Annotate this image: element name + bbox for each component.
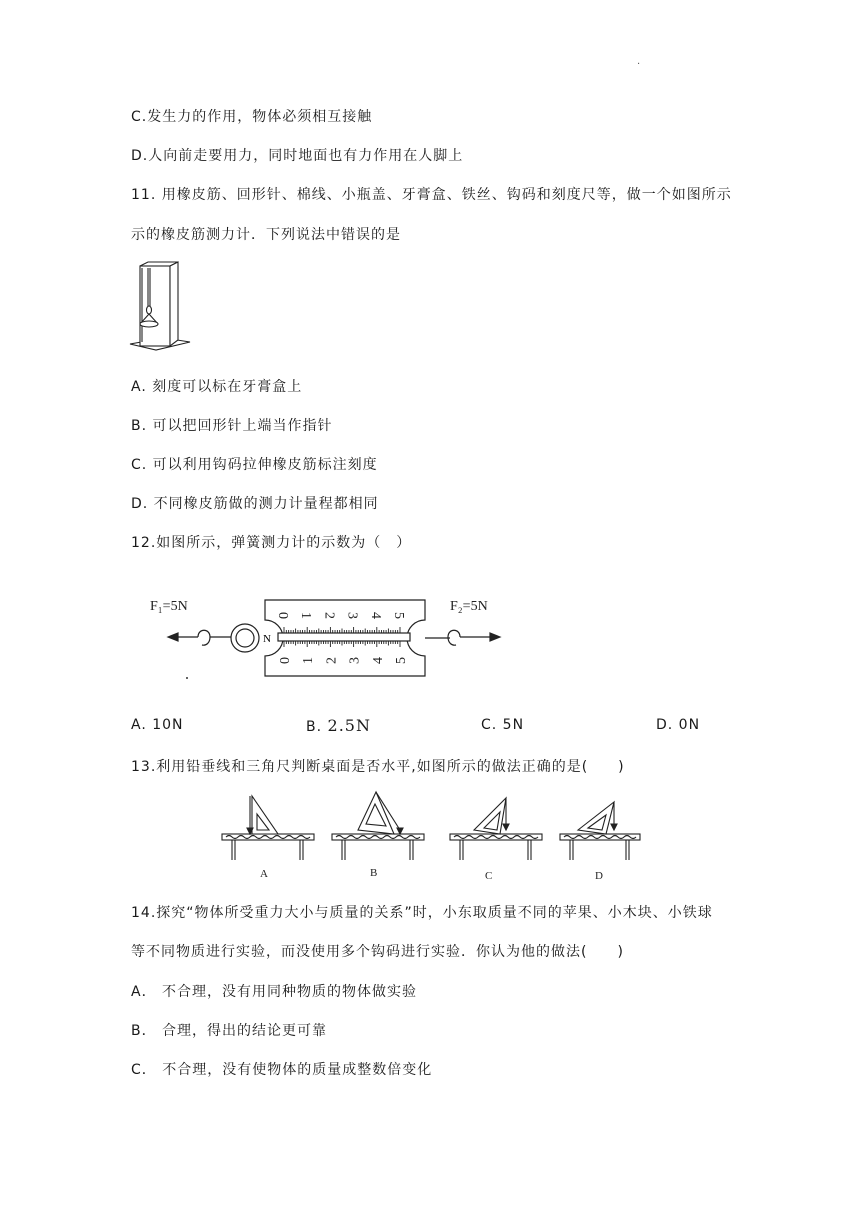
scale-number-bottom: 0 [278, 657, 293, 664]
f1-label: F₁=5N [150, 599, 188, 614]
q11-option-c: C. 可以利用钩码拉伸橡皮筋标注刻度 [131, 457, 378, 473]
q13-stem: 13.利用铅垂线和三角尺判断桌面是否水平,如图所示的做法正确的是( ) [131, 759, 625, 775]
q11-option-d: D. 不同橡皮筋做的测力计量程都相同 [131, 496, 379, 512]
q14-option-a: A． 不合理，没有用同种物质的物体做实验 [131, 984, 418, 1000]
scale-number-top: 2 [321, 612, 337, 619]
scale-number-top: 1 [298, 612, 314, 619]
q14-stem-line2: 等不同物质进行实验，而没使用多个钩码进行实验．你认为他的做法( ) [131, 944, 624, 960]
q11-stem-line1: 11. 用橡皮筋、回形针、棉线、小瓶盖、牙膏盒、铁丝、钩码和刻度尺等，做一个如图所示 [131, 187, 732, 203]
label-a: A [260, 868, 268, 880]
label-d: D [595, 870, 603, 882]
plumb-line-figure [218, 790, 644, 885]
q11-option-b: B. 可以把回形针上端当作指针 [131, 418, 333, 434]
spring-scale-figure [150, 590, 520, 685]
label-c: C [485, 870, 493, 882]
scale-number-top: 5 [391, 612, 406, 619]
q14-stem-line1: 14.探究“物体所受重力大小与质量的关系”时，小东取质量不同的苹果、小木块、小铁球 [131, 905, 713, 921]
q14-option-b: B． 合理，得出的结论更可靠 [131, 1023, 328, 1039]
q11-option-a: A. 刻度可以标在牙膏盒上 [131, 379, 303, 395]
label-b: B [370, 867, 378, 879]
table-d [560, 802, 640, 860]
q14-option-c: C． 不合理，没有使物体的质量成整数倍变化 [131, 1062, 433, 1078]
scale-number-bottom: 2 [324, 657, 340, 664]
table-a [222, 796, 314, 860]
q11-stem-line2: 示的橡皮筋测力计．下列说法中错误的是 [131, 227, 401, 243]
q12-option-d: D. 0N [656, 717, 701, 733]
q12-option-c: C. 5N [481, 717, 525, 733]
q10-option-d: D.人向前走要用力，同时地面也有力作用在人脚上 [131, 148, 464, 164]
f2-label: F₂=5N [450, 599, 488, 614]
q12-option-b: B. 2.5N [306, 716, 371, 735]
q12-stem: 12.如图所示，弹簧测力计的示数为（ ） [131, 535, 412, 551]
scale-number-bottom: 1 [301, 657, 317, 664]
table-c [450, 798, 542, 860]
scale-number-bottom: 5 [394, 657, 409, 664]
pointer-label: N [263, 633, 271, 645]
scale-number-top: 0 [275, 612, 290, 619]
q10-option-c: C.发生力的作用，物体必须相互接触 [131, 109, 373, 125]
page-dot: . [637, 56, 641, 67]
scale-number-bottom: 4 [370, 657, 386, 664]
scale-number-top: 3 [344, 612, 360, 619]
q12-option-a: A. 10N [131, 717, 184, 733]
rubber-band-force-meter-figure [126, 258, 196, 354]
table-b [332, 792, 424, 860]
scale-number-bottom: 3 [347, 657, 363, 664]
scale-number-top: 4 [367, 612, 383, 619]
